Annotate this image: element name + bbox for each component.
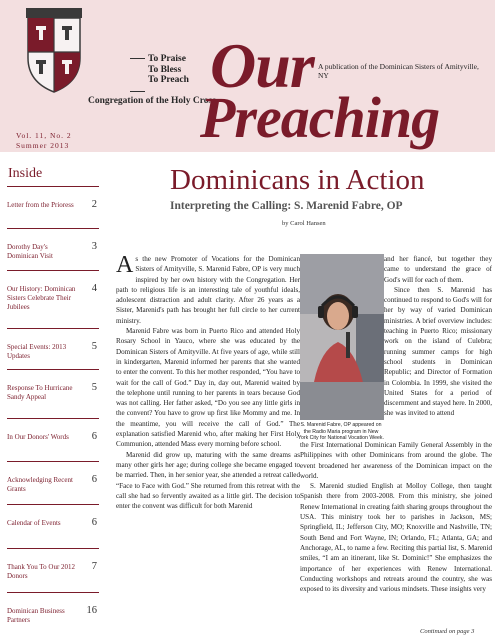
masthead-title-preaching: Preaching	[200, 85, 440, 150]
article-paragraph: Marenid Fabre was born in Puerto Rico and attended Holy Rosary School in Yauco, where she was educated by the Dominican Sisters of Amityville. At five years of age, while still in kindergarten, Marenid informed her parents that she wanted to enter the convent. To this her mother responded, “You have to wait for the call of God.” Day in, day out, Marenid waited by the telephone until running to her parents in tears because God was not calling. Her father asked, “Do you see any little girls in the convent? You have to grow up first like Mommy and me. In the meantime, you will receive the call of God.” The explanation satisfied Marenid who, after making her First Holy Communion, attended Mass every morning before school.	[116, 327, 300, 449]
drop-cap: A	[116, 252, 134, 278]
motto-line-1: To Praise	[148, 54, 186, 64]
continued-link[interactable]: Continued on page 3	[420, 628, 475, 635]
toc-item[interactable]	[7, 592, 99, 625]
portrait-image	[300, 254, 384, 420]
toc-item-page: 3	[91, 241, 97, 252]
toc-item-page: 7	[91, 561, 97, 572]
toc-item-page: 16	[86, 605, 97, 616]
toc-item-label: Calendar of Events	[7, 519, 61, 527]
toc-item-page: 5	[91, 341, 97, 352]
toc-item-page: 6	[91, 474, 97, 485]
toc-item-page: 6	[91, 431, 97, 442]
toc-item[interactable]	[7, 548, 99, 581]
masthead-title-our: Our	[210, 30, 314, 101]
toc-item[interactable]	[7, 504, 99, 528]
issue-season: Summer 2013	[16, 141, 70, 150]
issue-info	[16, 131, 72, 151]
toc-item-page: 2	[91, 199, 97, 210]
publication-line: A publication of the Dominican Sisters of Amityville, NY	[318, 62, 479, 80]
toc-item-page: 5	[91, 382, 97, 393]
article-photo	[300, 254, 384, 420]
article-paragraph: S. Marenid studied English at Molloy College, then taught Spanish there from 2003-2008. From this ministry, she joined Renew International in creating faith sharing groups throughout the USA. This ministry took her to parishes in Jackson, MS; Springfield, IL; Jefferson City, MO; Knoxville and Nashville, TN; South Bend and Fort Wayne, IN; Orlando, FL; Atlanta, GA; and Anchorage, AL, to name a few. Reciting this partial list, S. Marenid smiles, “I am an itinerant, like St. Dominic!” She emphasizes the importance of her experiences with Renew International. Conducting workshops and retreats around the country, she was exposed to its diversity and various mindsets. These insights very	[300, 482, 492, 594]
article-paragraph: Since then S. Marenid has continued to respond to God's will for her by way of varied Dominican ministries. A brief overview includes: teaching in Puerto Rico; missionary work on the island of Culebra; running summer camps for high school students in Dominican Republic; and Director of Formation in Colombia. In 1999, she visited the United States for a period of discernment and stayed here. In 2000, she was invited to attend	[384, 285, 492, 418]
article-column-3	[300, 440, 492, 594]
toc-item-label: In Our Donors' Words	[7, 433, 69, 441]
congregation-name: Congregation of the Holy Cross	[88, 96, 216, 106]
motto	[148, 54, 189, 86]
toc-item[interactable]	[7, 418, 99, 442]
toc-item-label: Our History: Dominican Sisters Celebrate Their Jubilees	[7, 285, 76, 311]
article-paragraph: As the new Promoter of Vocations for the Dominican Sisters of Amityville, S. Marenid Fabre, OP is very much inspired by her own history with the Congregation. Her path to religious life is an interesting tale of youthful ideals, adolescent distraction and adult clarity. After 26 years as a Sister, Marenid's path has brought her full circle to her current ministry.	[116, 252, 300, 325]
article-column-2	[384, 254, 492, 419]
toc-item-label: Special Events: 2013 Updates	[7, 343, 67, 360]
toc-item[interactable]	[7, 270, 99, 312]
article-paragraph: and her fiancé, but together they came to understand the grace of God's will for each of them.	[384, 255, 492, 284]
toc-item-label: Response To Hurricane Sandy Appeal	[7, 384, 73, 401]
toc-item-label: Dorothy Day's Dominican Visit	[7, 243, 53, 260]
coat-of-arms-logo	[26, 8, 82, 94]
toc-item[interactable]	[7, 228, 99, 261]
toc-item[interactable]	[7, 369, 99, 402]
motto-line-3: To Preach	[148, 75, 189, 85]
photo-caption: S. Marenid Fabre, OP appeared on the Radio Maria program in New York City for National Vocation Week.	[298, 422, 384, 442]
article-paragraph: the First International Dominican Family General Assembly in the Philippines with other Dominicans from around the globe. The event broadened her awareness of the Dominican impact on the world.	[300, 441, 492, 480]
toc-item-label: Letter from the Prioress	[7, 201, 74, 209]
toc-item[interactable]	[7, 461, 99, 494]
inside-heading: Inside	[8, 166, 43, 181]
motto-line-2: To Bless	[148, 64, 182, 75]
toc-item[interactable]	[7, 186, 99, 210]
article-subheadline: Interpreting the Calling: S. Marenid Fabre, OP	[170, 200, 403, 212]
toc-item-label: Acknowledging Recent Grants	[7, 476, 73, 493]
toc-item[interactable]	[7, 328, 99, 361]
article-byline: by Carol Hansen	[282, 220, 326, 227]
volume-number: Vol. 11, No. 2	[16, 131, 72, 140]
toc-item-label: Thank You To Our 2012 Donors	[7, 563, 76, 580]
toc-item-page: 4	[91, 283, 97, 294]
article-column-1	[116, 254, 300, 511]
article-headline: Dominicans in Action	[170, 164, 425, 196]
toc-item-page: 6	[91, 517, 97, 528]
motto-rule	[130, 58, 145, 92]
article-paragraph: Marenid did grow up, maturing with the same dreams as many other girls her age; during college she became engaged to be married. Then, in her senior year, she attended a retreat called “Face to Face with God.” She returned from this retreat with the call she had so fervently awaited as a little girl. The decision to enter the convent was difficult for both Marenid	[116, 450, 300, 511]
toc-item-label: Dominican Business Partners	[7, 607, 65, 624]
